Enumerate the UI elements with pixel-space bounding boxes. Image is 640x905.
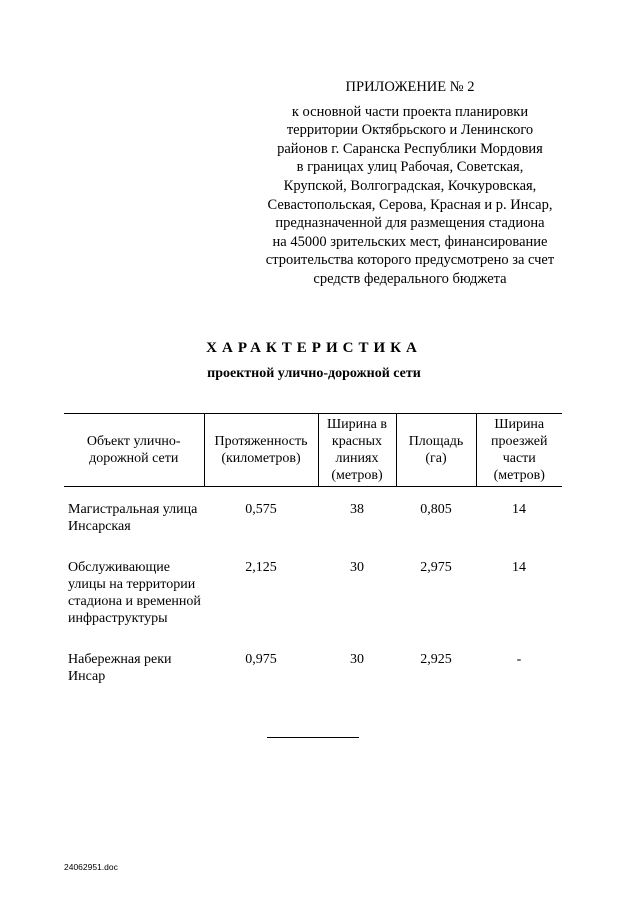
table-row <box>64 487 562 560</box>
cell-carriageway-width: - <box>516 652 522 667</box>
cell-length: 2,125 <box>245 560 277 575</box>
appendix-line: средств федерального бюджета <box>313 270 507 287</box>
table-row <box>64 559 562 651</box>
table-header-row <box>64 414 562 487</box>
cell-area: 2,975 <box>420 560 452 575</box>
closing-divider <box>267 737 359 738</box>
table-row <box>64 651 562 709</box>
appendix-line: строительства которого предусмотрено за счет <box>265 252 555 269</box>
cell-length: 0,575 <box>245 502 277 517</box>
header-length: Протяженность (километров) <box>204 414 318 487</box>
cell-carriageway-width: 14 <box>512 560 526 575</box>
cell-object: Магистральная улица Инсарская <box>68 502 198 534</box>
appendix-line: к основной части проекта планировки <box>291 103 529 120</box>
cell-object: Набережная реки Инсар <box>68 652 172 684</box>
header-object: Объект улично-дорожной сети <box>64 414 204 487</box>
cell-carriageway-width: 14 <box>512 502 526 517</box>
appendix-block <box>250 78 570 289</box>
cell-red-line-width: 30 <box>350 560 364 575</box>
appendix-line: в границах улиц Рабочая, Советская, <box>296 159 524 176</box>
cell-area: 0,805 <box>420 502 452 517</box>
appendix-line: территории Октябрьского и Ленинского <box>286 122 534 139</box>
appendix-line: районов г. Саранска Республики Мордовия <box>277 140 543 157</box>
document-subtitle: проектной улично-дорожной сети <box>207 366 421 381</box>
header-carriageway-width: Ширина проезжей части (метров) <box>476 414 562 487</box>
cell-area: 2,925 <box>420 652 452 667</box>
cell-red-line-width: 38 <box>350 502 364 517</box>
header-area: Площадь (га) <box>396 414 476 487</box>
appendix-line: предназначенной для размещения стадиона <box>275 215 545 232</box>
appendix-line: на 45000 зрительских мест, финансирование <box>272 233 548 250</box>
cell-length: 0,975 <box>245 652 277 667</box>
footer-filename: 24062951.doc <box>64 862 118 872</box>
cell-object: Обслуживающие улицы на территории стадиона и временной инфраструктуры <box>68 560 201 626</box>
appendix-line: Севастопольская, Серова, Красная и р. Инсар, <box>267 196 553 213</box>
cell-red-line-width: 30 <box>350 652 364 667</box>
appendix-heading: ПРИЛОЖЕНИЕ № 2 <box>345 79 475 95</box>
header-red-line-width: Ширина в красных линиях (метров) <box>318 414 396 487</box>
street-network-table <box>64 413 562 709</box>
document-title: ХАРАКТЕРИСТИКА <box>206 340 422 356</box>
appendix-line: Крупской, Волгоградская, Кочкуровская, <box>283 177 537 194</box>
